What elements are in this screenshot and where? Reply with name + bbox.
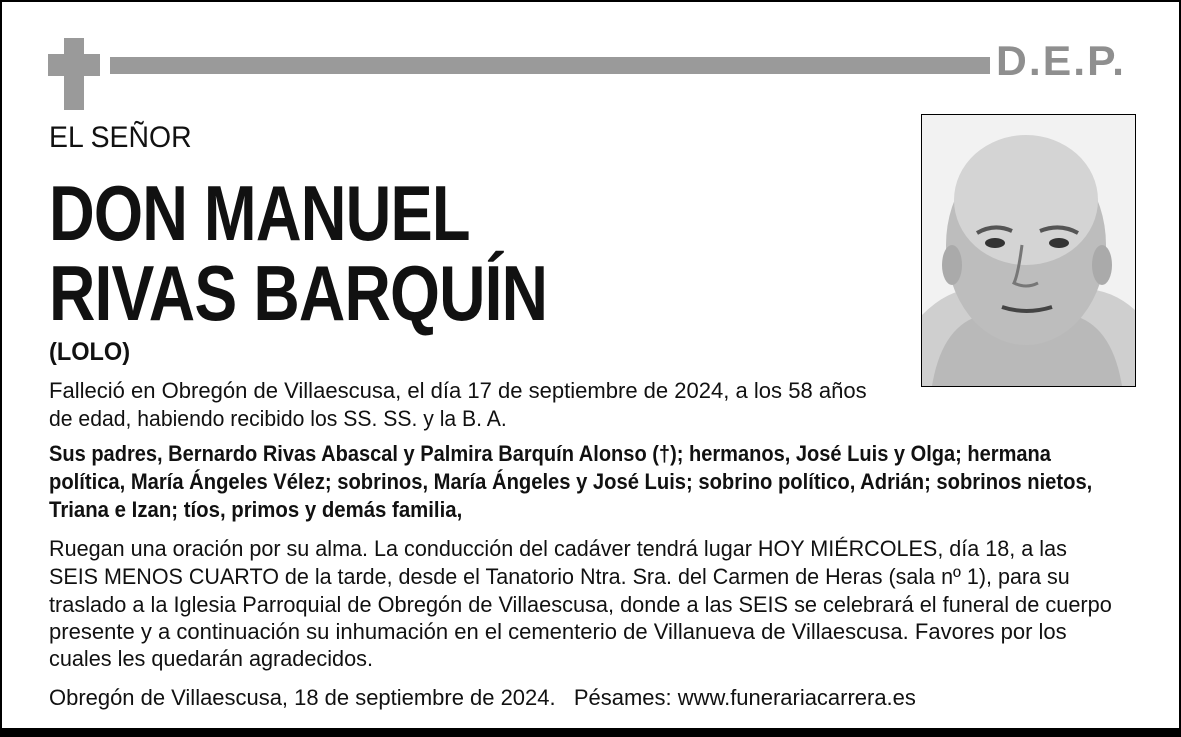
- family-line: política, María Ángeles Vélez; sobrinos, María Ángeles y José Luis; sobrino político, Adrián; sobrinos nietos,: [49, 469, 1093, 494]
- ceremony-line: presente y a continuación su inhumación en el cementerio de Villanueva de Villaescusa. Favores por los: [49, 619, 1067, 644]
- portrait-image: [922, 115, 1135, 386]
- deceased-nickname: (LOLO): [49, 338, 131, 366]
- dep-label: D.E.P.: [996, 37, 1126, 84]
- family-line: Sus padres, Bernardo Rivas Abascal y Palmira Barquín Alonso (†); hermanos, José Luis y Olga; hermana: [49, 441, 1051, 466]
- ceremony-line: SEIS MENOS CUARTO de la tarde, desde el Tanatorio Ntra. Sra. del Carmen de Heras (sala nº 1), para su: [49, 564, 1070, 589]
- header-rule: [110, 57, 990, 74]
- bottom-border: [2, 728, 1179, 737]
- deceased-prefix: EL SEÑOR: [49, 121, 192, 154]
- ceremony-line: traslado a la Iglesia Parroquial de Obregón de Villaescusa, donde a las SEIS se celebrará el funeral de cuerpo: [49, 592, 1112, 617]
- ceremony-line: Ruegan una oración por su alma. La conducción del cadáver tendrá lugar HOY MIÉRCOLES, día 18, a las: [49, 536, 1067, 561]
- ceremony-line: cuales les quedarán agradecidos.: [49, 646, 374, 671]
- death-notice-line: Falleció en Obregón de Villaescusa, el día 17 de septiembre de 2024, a los 58 años: [49, 378, 867, 403]
- portrait-photo: [921, 114, 1136, 387]
- death-notice-line: de edad, habiendo recibido los SS. SS. y la B. A.: [49, 406, 507, 431]
- deceased-name-line1: DON MANUEL: [49, 169, 470, 257]
- footer-line: Obregón de Villaescusa, 18 de septiembre de 2024. Pésames: www.funerariacarrera.es: [49, 685, 916, 710]
- cross-horizontal: [48, 54, 100, 76]
- deceased-name-line2: RIVAS BARQUÍN: [49, 249, 548, 337]
- family-line: Triana e Izan; tíos, primos y demás familia,: [49, 497, 463, 522]
